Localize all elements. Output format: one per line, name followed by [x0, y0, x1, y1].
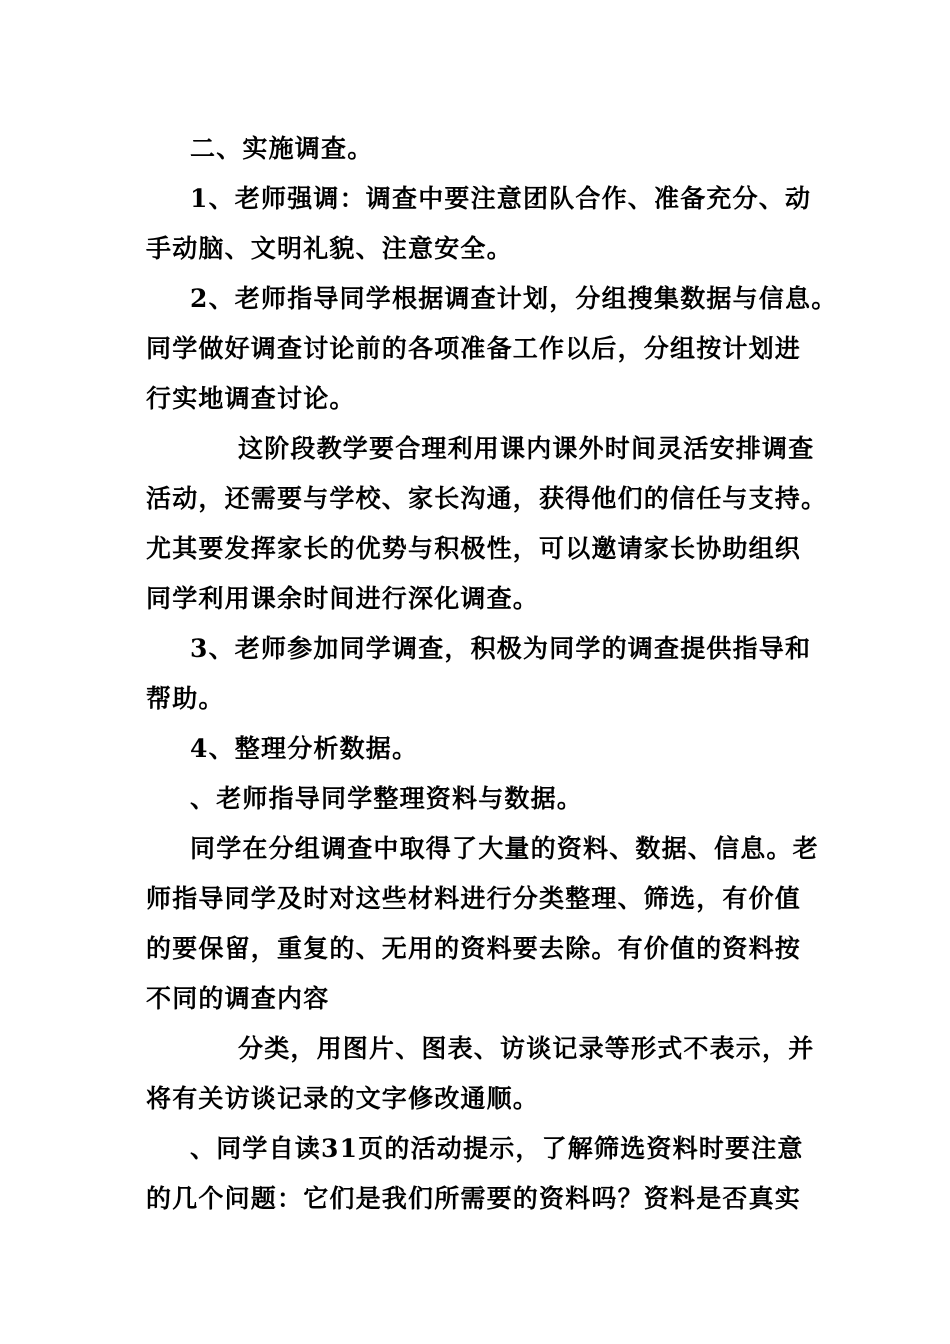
paragraph-line: 将有关访谈记录的文字修改通顺。	[146, 1084, 540, 1113]
paragraph-line: 2、老师指导同学根据调查计划，分组搜集数据与信息。	[190, 284, 838, 313]
paragraph-line: 的几个问题：它们是我们所需要的资料吗？资料是否真实	[146, 1184, 802, 1213]
paragraph-line: 行实地调查讨论。	[146, 384, 356, 413]
paragraph-line: 师指导同学及时对这些材料进行分类整理、筛选，有价值	[146, 884, 802, 913]
paragraph-line: 分类，用图片、图表、访谈记录等形式不表示，并	[238, 1034, 815, 1063]
paragraph-line: 3、老师参加同学调查，积极为同学的调查提供指导和	[190, 634, 812, 663]
section-heading: 二、实施调查。	[190, 134, 374, 163]
paragraph-line: 4、整理分析数据。	[190, 734, 419, 763]
paragraph-line: 同学在分组调查中取得了大量的资料、数据、信息。老	[190, 834, 819, 863]
paragraph-line: 、同学自读31页的活动提示，了解筛选资料时要注意	[190, 1134, 804, 1163]
paragraph-line: 1、老师强调：调查中要注意团队合作、准备充分、动	[190, 184, 812, 213]
paragraph-line: 帮助。	[146, 684, 225, 713]
paragraph-line: 不同的调查内容	[146, 984, 330, 1013]
paragraph-line: 的要保留，重复的、无用的资料要去除。有价值的资料按	[146, 934, 802, 963]
paragraph-line: 活动，还需要与学校、家长沟通，获得他们的信任与支持。	[146, 484, 828, 513]
paragraph-line: 同学利用课余时间进行深化调查。	[146, 584, 540, 613]
paragraph-line: 手动脑、文明礼貌、注意安全。	[146, 234, 513, 263]
paragraph-line: 同学做好调查讨论前的各项准备工作以后，分组按计划进	[146, 334, 802, 363]
paragraph-line: 、老师指导同学整理资料与数据。	[190, 784, 584, 813]
paragraph-line: 尤其要发挥家长的优势与积极性，可以邀请家长协助组织	[146, 534, 802, 563]
paragraph-line: 这阶段教学要合理利用课内课外时间灵活安排调查	[238, 434, 815, 463]
